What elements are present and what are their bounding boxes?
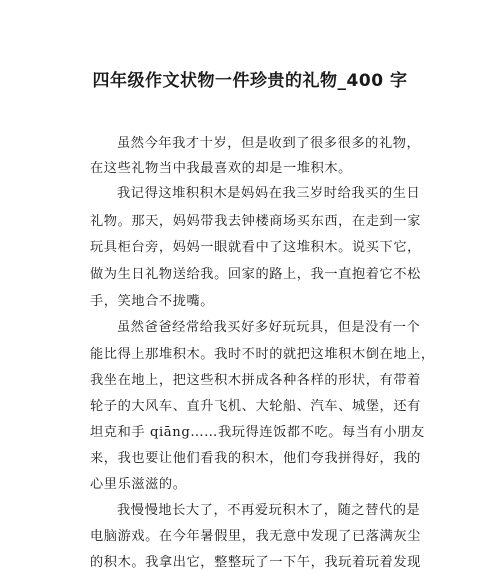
text-line: 能比得上那堆积木。我时不时的就把这堆积木倒在地上，	[90, 347, 435, 362]
text-line: 礼物。那天，妈妈带我去钟楼商场买东西，在走到一家	[90, 214, 421, 229]
text-line: 心里乐滋滋的。	[90, 477, 187, 492]
text-line: 我记得这堆积积木是妈妈在我三岁时给我买的生日	[117, 186, 421, 201]
text-line: 我坐在地上，把这些积木拼成各种各样的形状，有带着	[90, 373, 421, 388]
text-line: 做为生日礼物送给我。回家的路上，我一直抱着它不松	[90, 267, 421, 282]
document-title: 四年级作文状物一件珍贵的礼物_400 字	[92, 71, 408, 91]
text-line: 玩具柜台旁，妈妈一眼就看中了这堆积木。说买下它，	[90, 240, 421, 255]
text-line: 的积木。我拿出它，整整玩了一下午，我玩着玩着发现	[90, 555, 421, 570]
text-line: 虽然今年我才十岁，但是收到了很多很多的礼物，	[117, 136, 421, 151]
text-line: 电脑游戏。在今年暑假里，我无意中发现了已落满灰尘	[90, 529, 421, 544]
text-line: 轮子的大风车、直升飞机、大轮船、汽车、城堡，还有	[90, 399, 421, 414]
text-line: 我慢慢地长大了，不再爱玩积木了，随之替代的是	[117, 503, 421, 518]
text-line: 来，我也要让他们看我的积木，他们夸我拼得好，我的	[90, 451, 421, 466]
text-line: 坦克和手 qiāng……我玩得连饭都不吃。每当有小朋友	[90, 425, 425, 440]
text-line: 在这些礼物当中我最喜欢的却是一堆积木。	[90, 161, 352, 176]
text-line: 虽然爸爸经常给我买好多好玩玩具，但是没有一个	[117, 320, 421, 335]
text-line: 手，笑地合不拢嘴。	[90, 294, 215, 309]
